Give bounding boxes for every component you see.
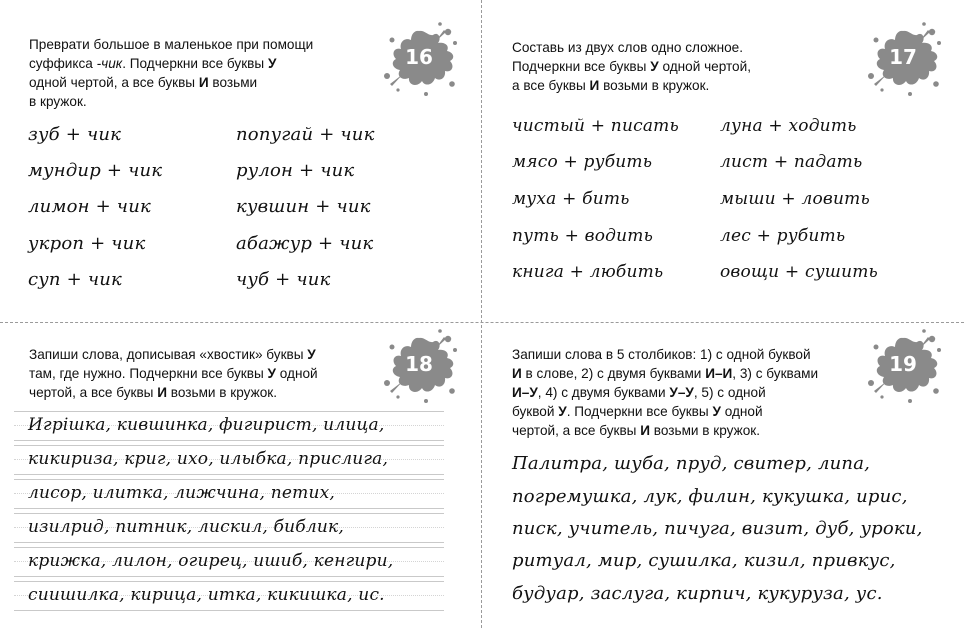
word-pair: чистый + писать (512, 116, 679, 136)
word-pair: муха + бить (512, 189, 630, 209)
task-number-badge (378, 325, 460, 407)
word-pair: мундир + чик (28, 160, 163, 181)
vertical-cut-line (481, 0, 482, 628)
word-pair: лес + рубить (720, 226, 846, 246)
cursive-word-line: погремушка, лук, филин, кукушка, ирис, (512, 486, 908, 507)
word-pair: зуб + чик (28, 124, 122, 145)
instruction-text: Запиши слова, дописывая «хвостик» буквы У там, где нужно. Подчеркни все буквы У одной чертой, а все буквы И возьми в кружок. (29, 347, 318, 400)
task-number-badge (378, 18, 460, 100)
horizontal-cut-line (0, 322, 964, 323)
cursive-word-line: изилрид, питник, лискил, библик, (28, 517, 344, 537)
task-number: 17 (889, 45, 917, 69)
word-pair: путь + водить (512, 226, 654, 246)
word-pair: луна + ходить (720, 116, 857, 136)
instruction-text: Преврати большое в маленькое при помощи суффикса -чик. Подчеркни все буквы У одной чертой, а все буквы И возьми в кружок. (29, 37, 314, 109)
word-pair: кувшин + чик (236, 196, 371, 217)
cursive-word-line: сиишилка, кирица, итка, кикишка, ис. (28, 585, 385, 605)
cursive-word-line: Палитра, шуба, пруд, свитер, липа, (512, 453, 871, 474)
word-pair: попугай + чик (236, 124, 375, 145)
word-pair: овощи + сушить (720, 262, 878, 282)
instruction-text: Запиши слова в 5 столбиков: 1) с одной буквой И в слове, 2) с двумя буквами И–И, 3) с буквами И–У, 4) с двумя буквами У–У, 5) с одной буквой У. Подчеркни все буквы У одной чертой, а все буквы И возьми в кружок. (512, 347, 819, 438)
cursive-word-line: крижка, лилон, огирец, ишиб, кенгири, (28, 551, 394, 571)
word-pair: лимон + чик (28, 196, 151, 217)
word-pair: чуб + чик (236, 269, 331, 290)
task-number-badge (862, 18, 944, 100)
instruction-text: Составь из двух слов одно сложное. Подчеркни все буквы У одной чертой, а все буквы И возьми в кружок. (512, 40, 751, 93)
cursive-word-line: писк, учитель, пичуга, визит, дуб, уроки, (512, 518, 923, 539)
task-number: 16 (405, 45, 433, 69)
word-pair: суп + чик (28, 269, 122, 290)
word-pair: мясо + рубить (512, 152, 653, 172)
task-number: 18 (405, 352, 433, 376)
word-pair: лист + падать (720, 152, 863, 172)
word-pair: мыши + ловить (720, 189, 870, 209)
word-pair: укроп + чик (28, 233, 146, 254)
word-pair: книга + любить (512, 262, 664, 282)
cursive-word-line: будуар, заслуга, кирпич, кукуруза, ус. (512, 583, 883, 604)
cursive-word-line: ритуал, мир, сушилка, кизил, привкус, (512, 550, 896, 571)
word-pair: абажур + чик (236, 233, 374, 254)
cursive-word-line: Игрiшка, кившинка, фигирист, илица, (28, 415, 385, 435)
task-number: 19 (889, 352, 917, 376)
word-pair: рулон + чик (236, 160, 355, 181)
cursive-word-line: кикириза, криг, ихо, илыбка, прислига, (28, 449, 389, 469)
cursive-word-line: лисор, илитка, лижчина, петих, (28, 483, 335, 503)
